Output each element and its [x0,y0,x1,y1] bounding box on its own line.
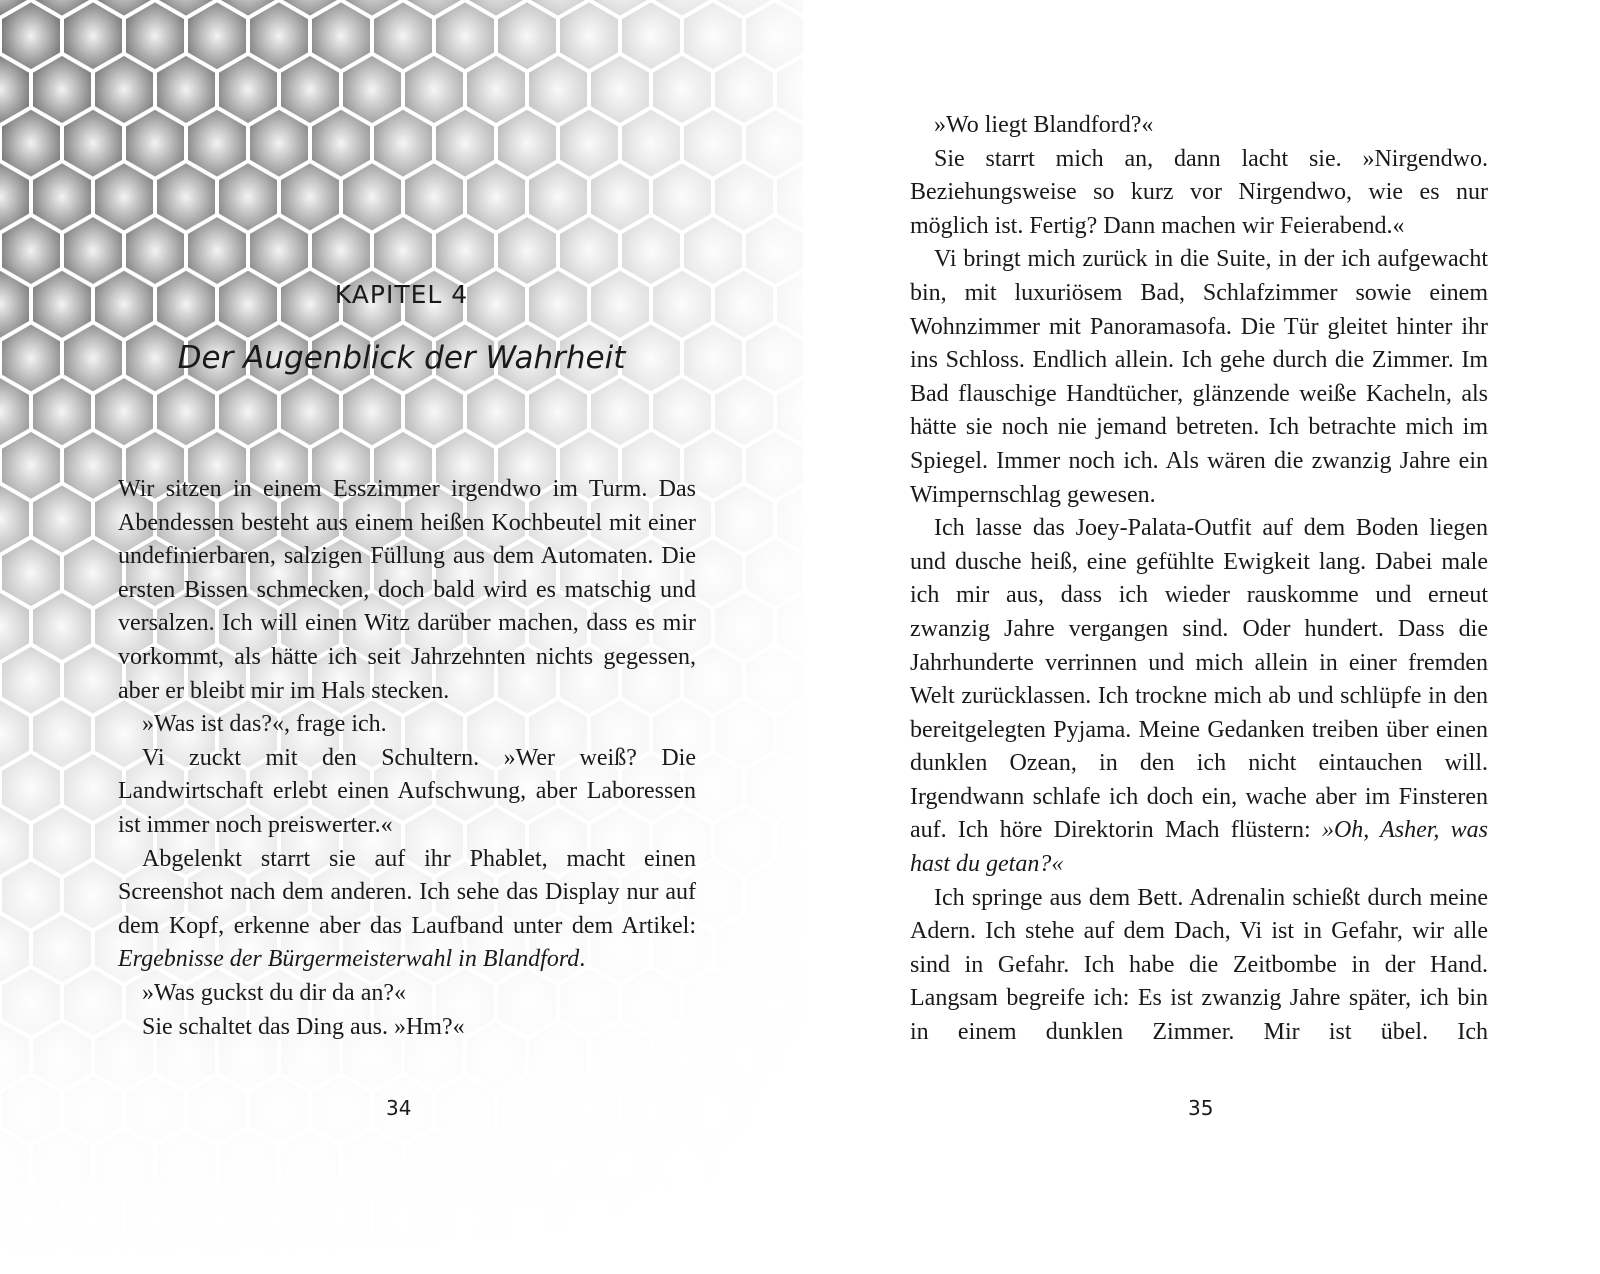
left-page-text [118,473,696,1044]
page-number-right: 35 [1188,1096,1214,1120]
page-number-left: 34 [386,1096,412,1120]
right-page-text [910,109,1488,1050]
headline-period: . [579,946,586,973]
paragraph: Vi zuckt mit den Schultern. »Wer weiß? Die Landwirtschaft erlebt einen Aufschwung, aber Laboressen ist immer noch preiswerter.« [118,744,696,838]
chapter-title: Der Augenblick der Wahrheit [177,340,626,376]
italic-headline: Ergebnisse der Bürgermeisterwahl in Blandford [118,946,580,973]
paragraph: »Was guckst du dir da an?« [142,979,406,1006]
paragraph: Sie starrt mich an, dann lacht sie. »Nirgendwo. Beziehungsweise so kurz vor Nirgendwo, wie es nur möglich ist. Fertig? Dann machen wir Feierabend.« [910,145,1488,239]
italic-quote: »Oh, Asher, was hast du getan?« [910,817,1489,878]
paragraph: »Was ist das?«, frage ich. [142,711,387,738]
paragraph-text: Abgelenkt starrt sie auf ihr Phablet, macht einen Screenshot nach dem anderen. Ich sehe das Display nur auf dem Kopf, erkenne aber das Laufband unter dem Artikel: [118,845,696,939]
paragraph: Wir sitzen in einem Esszimmer irgendwo im Turm. Das Abendessen besteht aus einem heißen Kochbeutel mit einer undefinierbaren, salzigen Füllung aus dem Automaten. Die ersten Bissen schmecken, doch bald wird es matschig und versalzen. Ich will einen Witz darüber machen, dass es mir vorkommt, als hätte ich seit Jahrzehnten nichts gegessen, aber er bleibt mir im Hals stecken. [118,476,696,704]
paragraph: »Wo liegt Blandford?« [934,112,1154,138]
paragraph [910,512,1488,882]
paragraph-text: Ich lasse das Joey-Palata-Outfit auf dem Boden liegen und dusche heiß, eine gefühlte Ewigkeit lang. Dabei male ich mir aus, dass ich wieder rauskomme und erneut zwanzig Jahre vergangen sind. Oder hundert. Dass die Jahrhunderte verrinnen und mich allein in einer fremden Welt zurücklassen. Ich trockne mich ab und schlüpfe in den bereitgelegten Pyjama. Meine Gedanken treiben über einen dunklen Ozean, in den ich nicht eintauchen will. Irgendwann schlafe ich doch ein, wache aber im Finsteren auf. Ich höre Direktorin Mach flüstern: [910,515,1488,844]
paragraph: Vi bringt mich zurück in die Suite, in der ich aufgewacht bin, mit luxuriösem Bad, Schlafzimmer sowie einem Wohnzimmer mit Panoramasofa. Die Tür gleitet hinter ihr ins Schloss. Endlich allein. Ich gehe durch die Zimmer. Im Bad flauschige Handtücher, glänzende weiße Kacheln, als hätte sie noch nie jemand betreten. Ich betrachte mich im Spiegel. Immer noch ich. Als wären die zwanzig Jahre ein Wimpernschlag gewesen. [910,246,1488,508]
paragraph: Sie schaltet das Ding aus. »Hm?« [142,1013,465,1040]
paragraph: Ich springe aus dem Bett. Adrenalin schießt durch meine Adern. Ich stehe auf dem Dach, Vi ist in Gefahr, wir alle sind in Gefahr. Ich habe die Zeitbombe in der Hand. Langsam begreife ich: Es ist zwanzig Jahre später, ich bin in einem dunklen Zimmer. Mir ist übel. Ich [910,884,1488,1046]
chapter-label: KAPITEL 4 [334,280,469,309]
paragraph [118,843,696,977]
